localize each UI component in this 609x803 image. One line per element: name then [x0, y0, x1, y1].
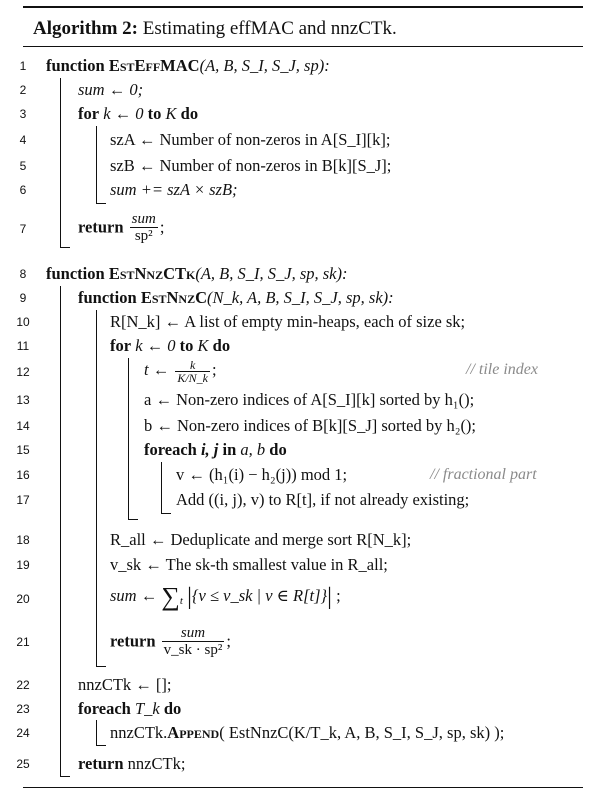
line-number: 1	[19, 59, 27, 73]
foreach-vars: i, j	[200, 440, 219, 459]
call-args: ( EstNnzC(K/T_k, A, B, S_I, S_J, sp, sk) );	[219, 723, 505, 742]
sum-sign: ∑	[161, 582, 180, 612]
keyword-function: function	[46, 264, 105, 283]
line-17	[0, 488, 609, 512]
line-4	[0, 128, 609, 152]
line-18	[0, 528, 609, 552]
line-number: 3	[19, 107, 27, 121]
line-number: 8	[19, 267, 27, 281]
line-number: 2	[19, 83, 27, 97]
bottom-rule	[23, 787, 583, 788]
block-end	[128, 519, 138, 520]
block-bar	[96, 720, 97, 746]
line-number: 5	[19, 159, 27, 173]
block-end	[96, 666, 106, 667]
keyword-do: do	[269, 440, 287, 459]
line-number: 22	[16, 678, 30, 692]
keyword-to: to	[147, 104, 162, 123]
statement: v ← (h₁(i) − h₂(j)) mod 1;	[176, 465, 348, 484]
loop-var: k ← 0	[103, 104, 144, 123]
title-rule	[23, 46, 583, 47]
sum-index: t	[179, 595, 183, 607]
line-number: 20	[16, 592, 30, 606]
statement: nnzCTk ← [];	[78, 675, 172, 694]
keyword-for: for	[78, 104, 100, 123]
foreach-vars: T_k	[134, 699, 160, 718]
keyword-function: function	[46, 56, 105, 75]
line-number: 10	[16, 315, 30, 329]
block-bar	[60, 78, 61, 248]
statement: szA ← Number of non-zeros in A[S_I][k];	[110, 130, 391, 149]
numerator: sum	[131, 211, 156, 227]
line-1	[0, 54, 609, 78]
fraction	[162, 626, 225, 659]
line-3	[0, 102, 609, 126]
fraction	[175, 359, 210, 384]
set-expression: {v ≤ v_sk | v ∈ R[t]}	[191, 586, 328, 605]
line-10	[0, 310, 609, 334]
comment: // tile index	[466, 361, 538, 378]
line-7: 7 return $\frac{\text{sum}}{\text{sp²}}$ ;	[0, 212, 609, 246]
block-bar	[60, 286, 61, 777]
loop-bound: K	[197, 336, 209, 355]
line-number: 21	[16, 635, 30, 649]
keyword-do: do	[180, 104, 199, 123]
numerator: k	[175, 359, 210, 372]
algorithm-title	[33, 18, 397, 40]
line-number: 6	[19, 183, 27, 197]
line-number: 11	[16, 339, 30, 353]
numerator: sum	[162, 626, 225, 642]
assign-lhs: sum ←	[110, 586, 158, 605]
statement: a ← Non-zero indices of A[S_I][k] sorted by h₁();	[144, 390, 475, 409]
statement: v_sk ← The sk-th smallest value in R_all;	[110, 555, 388, 574]
assign-lhs: t ←	[144, 360, 170, 379]
method-name: Append	[167, 723, 220, 742]
line-2	[0, 78, 609, 102]
statement: sum ← 0;	[78, 80, 144, 99]
line-14	[0, 414, 609, 438]
top-rule	[23, 6, 583, 8]
block-end	[96, 745, 106, 746]
line-11	[0, 334, 609, 358]
algorithm-label: Algorithm 2:	[33, 18, 139, 39]
line-5	[0, 154, 609, 178]
function-args: (N_k, A, B, S_I, S_J, sp, sk):	[207, 288, 394, 307]
line-number: 25	[16, 757, 30, 771]
line-number: 12	[16, 365, 30, 379]
line-15	[0, 438, 609, 462]
line-22	[0, 673, 609, 697]
denominator: K/N_k	[177, 370, 209, 385]
line-number: 18	[16, 533, 30, 547]
line-number: 9	[19, 291, 27, 305]
line-number: 4	[19, 133, 27, 147]
keyword-foreach: foreach	[144, 440, 197, 459]
denominator: v_sk · sp²	[163, 642, 223, 658]
keyword-do: do	[212, 336, 231, 355]
line-number: 15	[16, 443, 30, 457]
return-value: nnzCTk;	[127, 754, 186, 773]
keyword-in: in	[222, 440, 237, 459]
line-12: 12 t ← $\frac{k}{K/N\_k}$ ; // tile index	[0, 358, 609, 386]
function-name: EstNnzC	[140, 288, 207, 307]
line-24	[0, 721, 609, 745]
block-end	[60, 247, 70, 248]
line-number: 16	[16, 468, 30, 482]
foreach-source: a, b	[240, 440, 266, 459]
statement: Add ((i, j), v) to R[t], if not already existing;	[176, 490, 470, 509]
function-name: EstEffMAC	[108, 56, 200, 75]
keyword-function: function	[78, 288, 137, 307]
block-end	[161, 513, 171, 514]
algorithm-caption: Estimating effMAC and nnzCTk.	[142, 18, 397, 39]
keyword-to: to	[179, 336, 194, 355]
list-name: nnzCTk.	[110, 723, 168, 742]
line-number: 23	[16, 702, 30, 716]
line-9	[0, 286, 609, 310]
line-13	[0, 388, 609, 412]
statement: R[N_k] ← A list of empty min-heaps, each of size sk;	[110, 312, 466, 331]
block-end	[96, 203, 106, 204]
line-number: 13	[16, 393, 30, 407]
line-8	[0, 262, 609, 286]
block-bar	[128, 358, 129, 520]
line-6	[0, 178, 609, 202]
line-20: 20 sum ← $\sum_t$ |{v ≤ v_sk | v ∈ R[t]}| ;	[0, 578, 609, 618]
line-number: 17	[16, 493, 30, 507]
statement: szB ← Number of non-zeros in B[k][S_J];	[110, 156, 392, 175]
block-bar	[161, 462, 162, 514]
function-name: EstNnzCTk	[108, 264, 196, 283]
function-args: (A, B, S_I, S_J, sp, sk):	[195, 264, 348, 283]
block-bar	[96, 126, 97, 204]
line-23	[0, 697, 609, 721]
block-bar	[96, 310, 97, 667]
function-args: (A, B, S_I, S_J, sp):	[199, 56, 330, 75]
loop-bound: K	[165, 104, 177, 123]
keyword-foreach: foreach	[78, 699, 131, 718]
line-number: 24	[16, 726, 30, 740]
keyword-return: return	[78, 217, 124, 237]
keyword-return: return	[110, 631, 156, 651]
keyword-return: return	[78, 754, 124, 773]
line-number: 7	[19, 222, 27, 236]
line-21: 21 return $\frac{\text{sum}}{\text{v\_sk · sp²}}$ ;	[0, 622, 609, 662]
line-25	[0, 752, 609, 776]
keyword-do: do	[163, 699, 182, 718]
statement: R_all ← Deduplicate and merge sort R[N_k];	[110, 530, 412, 549]
comment: // fractional part	[430, 466, 537, 483]
statement: b ← Non-zero indices of B[k][S_J] sorted by h₂();	[144, 416, 477, 435]
statement: sum += szA × szB;	[110, 180, 238, 199]
loop-var: k ← 0	[135, 336, 176, 355]
line-number: 14	[16, 419, 30, 433]
block-end	[60, 776, 70, 777]
line-16	[0, 463, 609, 487]
keyword-for: for	[110, 336, 132, 355]
line-number: 19	[16, 558, 30, 572]
line-19	[0, 553, 609, 577]
denominator: sp²	[134, 228, 153, 244]
fraction	[130, 212, 158, 245]
